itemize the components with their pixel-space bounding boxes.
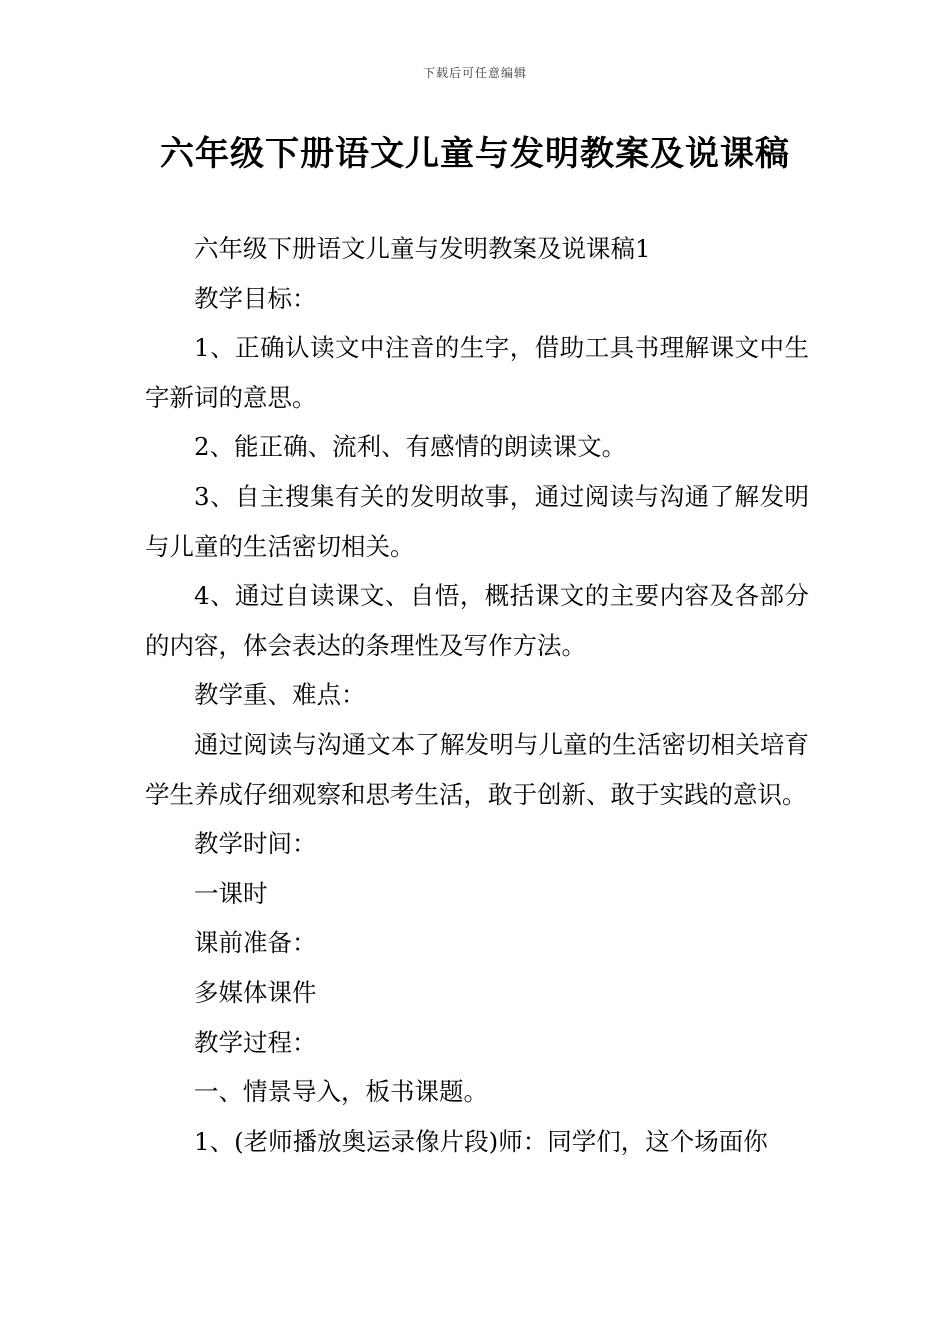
paragraph-time-heading: 教学时间： (194, 829, 317, 859)
paragraph-key-points-heading: 教学重、难点： (194, 680, 366, 710)
paragraph-objective-3: 3、自主搜集有关的发明故事，通过阅读与沟通了解发明与儿童的生活密切相关。 (145, 481, 809, 561)
document-title: 六年级下册语文儿童与发明教案及说课稿 (160, 134, 790, 174)
paragraph-objectives-heading: 教学目标： (194, 283, 317, 313)
paragraph-preparation-heading: 课前准备： (194, 928, 317, 958)
paragraph-preparation: 多媒体课件 (194, 977, 317, 1007)
paragraph-process-item-1: 1、(老师播放奥运录像片段)师：同学们，这个场面你 (194, 1126, 768, 1156)
document-body (145, 224, 809, 1166)
paragraph-objective-1: 1、正确认读文中注音的生字，借助工具书理解课文中生字新词的意思。 (145, 333, 809, 412)
header-note: 下载后可任意编辑 (422, 66, 527, 80)
paragraph-subtitle: 六年级下册语文儿童与发明教案及说课稿1 (194, 234, 651, 263)
paragraph-time: 一课时 (194, 878, 268, 908)
paragraph-process-step-1: 一、情景导入，板书课题。 (194, 1077, 488, 1107)
paragraph-process-heading: 教学过程： (194, 1027, 317, 1057)
paragraph-objective-2: 2、能正确、流利、有感情的朗读课文。 (194, 432, 627, 462)
paragraph-objective-4: 4、通过自读课文、自悟，概括课文的主要内容及各部分的内容，体会表达的条理性及写作方法。 (145, 581, 809, 660)
paragraph-key-points: 通过阅读与沟通文本了解发明与儿童的生活密切相关培育学生养成仔细观察和思考生活，敢于创新、敢于实践的意识。 (145, 729, 809, 809)
